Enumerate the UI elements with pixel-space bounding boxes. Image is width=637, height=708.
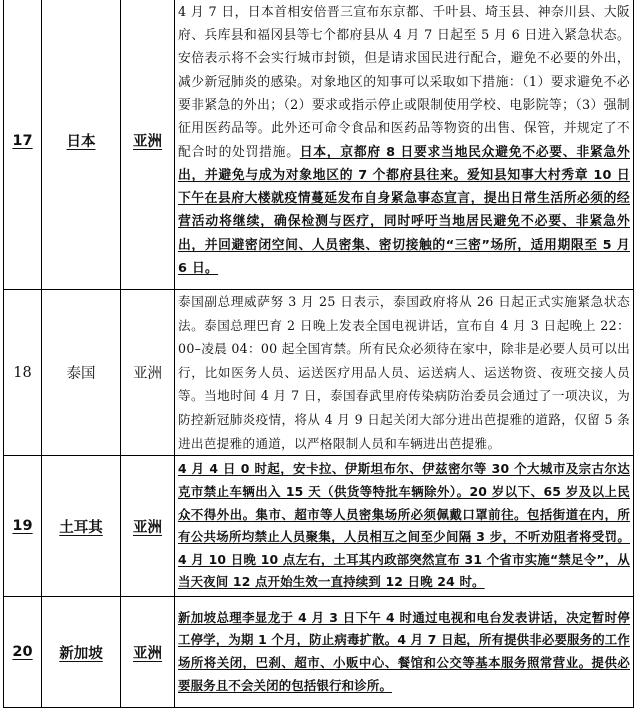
measures-highlight: 日本，京都府 8 日要求当地民众避免不必要、非紧急外出，并避免与成为对象地区的 7 个都府县往来。爱知县知事大村秀章 10 日下午在县府大楼就疫情蔓延发布自身紧急事态宣言，提出日常生活所必须的经营活动将继续，确保检测与医疗，同时呼吁当地居民避免不必要、非紧急外出，并回避密闭空间、人员密集、密切接触的“三密”场所，适用期限至 5 月 6 日。 [178, 144, 630, 276]
region-name: 亚洲 [133, 134, 162, 150]
region-cell [121, 290, 175, 456]
table-row [4, 597, 634, 708]
region-name: 亚洲 [133, 645, 162, 662]
row-number: 17 [12, 132, 33, 149]
region-cell [121, 0, 175, 290]
row-number-cell [4, 456, 42, 597]
country-cell [42, 597, 121, 708]
region-cell [121, 597, 175, 708]
country-cell [42, 0, 121, 290]
measures-text: 新加坡总理李显龙于 4 月 3 日下午 4 时通过电视和电台发表讲话，决定暂时停工停学，为期 1 个月，防止病毒扩散。4 月 7 日起，所有提供非必要服务的工作场所将关闭，巴刹、超市、小贩中心、餐馆和公交等基本服务照常营业。提供必要服务且不会关闭的包括银行和诊所。 [178, 609, 630, 693]
table-row [4, 290, 634, 456]
row-number: 20 [12, 644, 33, 661]
country-name: 日本 [66, 134, 96, 150]
region-name: 亚洲 [133, 366, 162, 383]
document-page [3, 0, 633, 708]
row-number: 19 [12, 518, 33, 535]
row-number-cell [4, 290, 42, 456]
country-measures-table [3, 0, 634, 708]
measures-cell [175, 456, 634, 597]
measures-cell [175, 0, 634, 290]
country-name: 新加坡 [59, 645, 103, 662]
region-cell [121, 456, 175, 597]
country-name: 土耳其 [59, 519, 103, 536]
table-row [4, 456, 634, 597]
region-name: 亚洲 [133, 519, 162, 536]
measures-cell [175, 290, 634, 456]
row-number-cell [4, 0, 42, 290]
measures-cell [175, 597, 634, 708]
measures-text: 泰国副总理威萨努 3 月 25 日表示，泰国政府将从 26 日起正式实施紧急状态法。泰国总理巴育 2 日晚上发表全国电视讲话，宣布自 4 月 3 日起晚上 22：00–凌晨 04：00 起全国宵禁。所有民众必须待在家中，除非是必要人员可以出行，比如医务人员、运送医疗用品人员、运送病人、运送物资、夜班交接人员等。当地时间 4 月 7 日，泰国春武里府传染病防治委员会通过了一项决议，为防控新冠肺炎疫情，将从 4 月 9 日起关闭大部分进出芭提雅的道路，仅留 5 条进出芭提雅的通道，以严格限制人员和车辆进出芭提雅。 [178, 294, 630, 451]
measures-text: 4 月 4 日 0 时起，安卡拉、伊斯坦布尔、伊兹密尔等 30 个大城市及宗古尔达克市禁止车辆出入 15 天（供货等特批车辆除外）。20 岁以下、65 岁及以上民众不得外出。集市、超市等人员密集场所必须佩戴口罩前往。包括街道在内，所有公共场所均禁止人员聚集，人员相互之间至少间隔 3 步，不听劝阻者将受罚。4 月 10 日晚 10 点左右，土耳其内政部突然宣布 31 个省市实施“禁足令”，从当天夜间 12 点开始生效一直持续到 12 日晚 24 时。 [178, 461, 630, 590]
country-name: 泰国 [66, 366, 96, 383]
table-row [4, 0, 634, 290]
country-cell [42, 290, 121, 456]
country-cell [42, 456, 121, 597]
measures-text: 4 月 7 日，日本首相安倍晋三宣布东京都、千叶县、埼玉县、神奈川县、大阪府、兵库县和福冈县等七个都府县从 4 月 7 日起至 5 月 6 日进入紧急状态。安倍表示将不会实行城市封锁，但是请求国民进行配合，避免不必要的外出，减少新冠肺炎的感染。对象地区的知事可以采取如下措施：（1）要求避免不必要非紧急的外出；（2）要求或指示停止或限制使用学校、电影院等；（3）强制征用医药品等。此外还可命令食品和医药品等物资的出售、保管，并规定了不配合时的处罚措施。 [178, 4, 630, 160]
row-number-cell [4, 597, 42, 708]
row-number: 18 [13, 364, 32, 381]
